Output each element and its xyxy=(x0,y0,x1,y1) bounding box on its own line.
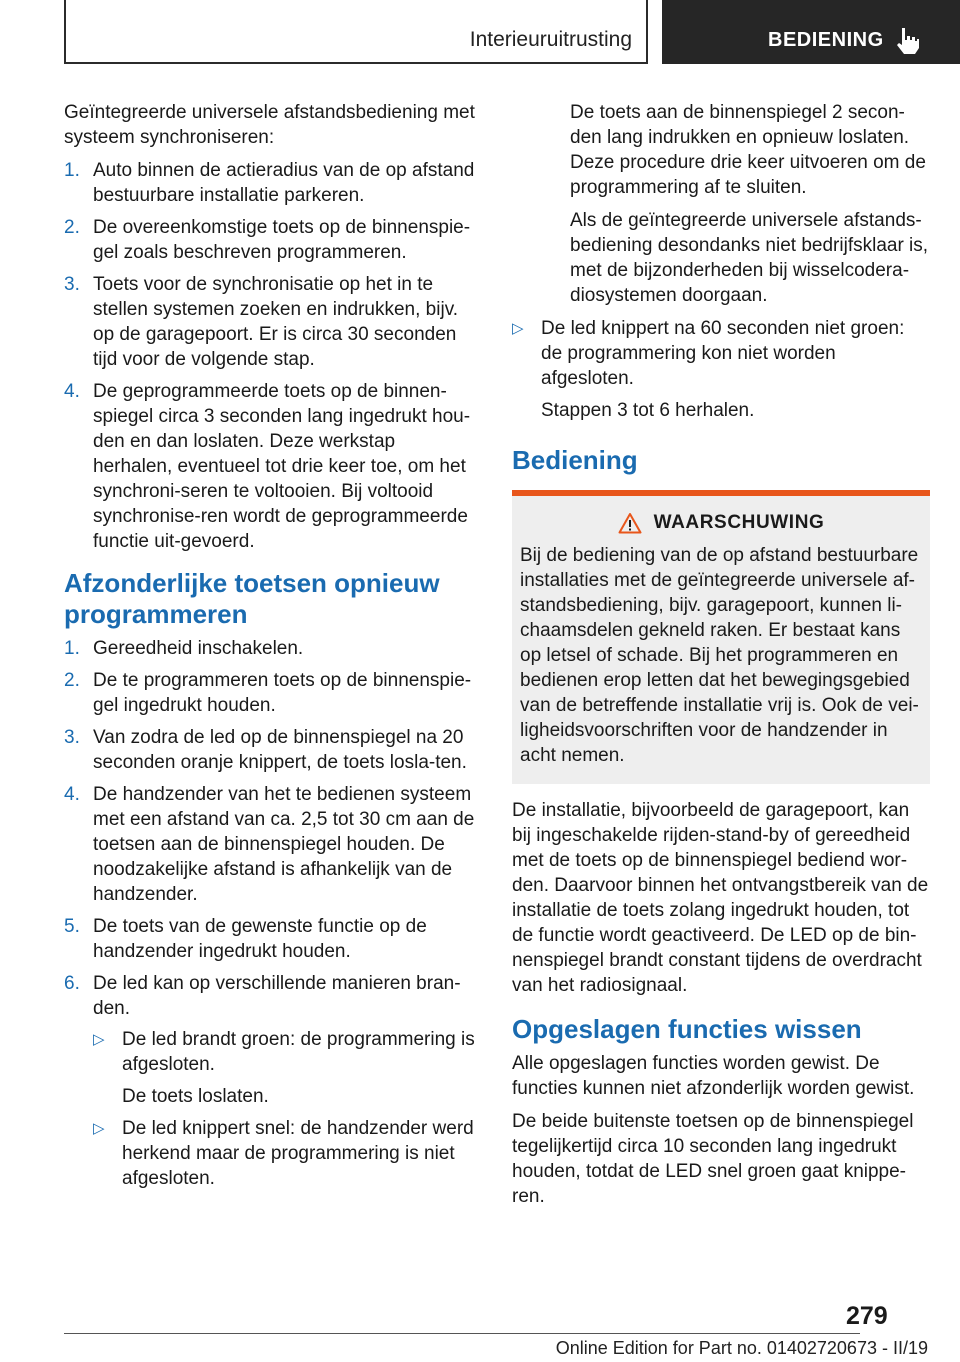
list-item xyxy=(93,1116,478,1191)
step-text: Gereedheid inschakelen. xyxy=(93,638,304,659)
bullet-text: De led knippert snel: de handzender werd herkend maar de programmering is niet afgesloten. xyxy=(122,1118,474,1189)
pointing-hand-icon xyxy=(894,26,920,56)
list-item xyxy=(64,272,478,372)
step-text: De toets van de gewenste functie op de handzender ingedrukt houden. xyxy=(93,916,427,962)
section-heading: Afzonderlijke toetsen opnieuw programmeren xyxy=(64,568,440,629)
reprogram-steps-list xyxy=(64,636,478,1198)
section-heading: Bediening xyxy=(512,445,638,475)
step-number: 2. xyxy=(64,217,80,238)
bullet-follow-text: Stappen 3 tot 6 herhalen. xyxy=(541,400,755,421)
footer-divider xyxy=(64,1333,860,1334)
list-item xyxy=(64,158,478,208)
warning-box xyxy=(512,496,930,784)
list-item xyxy=(64,215,478,265)
page-number: 279 xyxy=(846,1302,888,1330)
sync-steps-list xyxy=(64,158,478,554)
step-text: De overeenkomstige toets op de binnenspie-gel zoals beschreven programmeren. xyxy=(93,217,471,263)
led-states-list xyxy=(93,1027,478,1191)
continuation-text: Als de geïntegreerde universele afstands-bediening desondanks niet bedrijfsklaar is, met de bijzonderheden bij wisselcodera-diosystemen doorgaan. xyxy=(570,210,929,306)
list-item xyxy=(64,379,478,554)
header-chapter-tab xyxy=(662,0,960,64)
list-item xyxy=(512,316,930,423)
step-number: 4. xyxy=(64,381,80,402)
list-item xyxy=(64,914,478,964)
warning-triangle-icon xyxy=(618,512,642,534)
triangle-bullet-icon: ▷ xyxy=(93,1031,105,1048)
step-number: 1. xyxy=(64,160,80,181)
step-text: Van zodra de led op de binnenspiegel na 20 seconden oranje knippert, de toets losla-ten. xyxy=(93,727,467,773)
step-text: De geprogrammeerde toets op de binnen-spiegel circa 3 seconden lang ingedrukt hou-den en dan loslaten. Deze werkstap herhalen, eventueel tot drie keer toe, om het synchroni-seren te voltooien. Bij voltooid synchronise-ren wordt de geprogrammeerde functie uit-gevoerd. xyxy=(93,381,471,552)
header-chapter-title: BEDIENING xyxy=(768,29,884,51)
body-paragraph: De beide buitenste toetsen op de binnenspiegel tegelijkertijd circa 10 seconden lang ingedrukt houden, totdat de LED snel groen gaat knippe-ren. xyxy=(512,1111,914,1207)
step-number: 3. xyxy=(64,274,80,295)
step-number: 3. xyxy=(64,727,80,748)
step-text: Auto binnen de actieradius van de op afstand bestuurbare installatie parkeren. xyxy=(93,160,475,206)
bullet-text: De led brandt groen: de programmering is afgesloten. xyxy=(122,1029,475,1075)
warning-title: WAARSCHUWING xyxy=(653,512,825,533)
step-number: 4. xyxy=(64,784,80,805)
led-state-list xyxy=(512,316,930,423)
step-number: 5. xyxy=(64,916,80,937)
left-column xyxy=(64,100,478,1206)
bullet-text: De led knippert na 60 seconden niet groen: de programmering kon niet worden afgesloten. xyxy=(541,318,905,389)
body-paragraph: De installatie, bijvoorbeeld de garagepoort, kan bij ingeschakelde rijden-stand-by of gereedheid met de toets op de binnenspiegel bediend wor-den. Daarvoor binnen het ontvangstbereik van de installatie de toets zolang ingedrukt houden, tot de functie wordt geactiveerd. De LED op de bin-nenspiegel brandt constant tijdens de overdracht van het radiosignaal. xyxy=(512,800,929,996)
list-item xyxy=(64,782,478,907)
step-text: De led kan op verschillende manieren bran-den. xyxy=(93,973,461,1019)
step-number: 6. xyxy=(64,973,80,994)
step-text: Toets voor de synchronisatie op het in te stellen systemen zoeken en indrukken, bijv. op de garagepoort. Er is circa 30 seconden tijd voor de volgende stap. xyxy=(93,274,459,370)
header-section-tab xyxy=(64,0,648,64)
list-item xyxy=(64,668,478,718)
intro-text: Geïntegreerde universele afstandsbediening met systeem synchroniseren: xyxy=(64,102,475,148)
warning-text: Bij de bediening van de op afstand bestuurbare installaties met de geïntegreerde universele af-standsbediening, bijv. garagepoort, kunnen li-chaamsdelen gekneld raken. Er bestaat kans op letsel of schade. Bij het programmeren en bedienen erop letten dat het bewegingsgebied van de betreffende installatie vrij is. Ook de vei-ligheidsvoorschriften voor de handzender in acht nemen. xyxy=(520,545,919,766)
right-column xyxy=(512,100,930,1217)
triangle-bullet-icon: ▷ xyxy=(512,320,524,337)
header-section-title: Interieuruitrusting xyxy=(469,28,632,51)
body-paragraph: Alle opgeslagen functies worden gewist. De functies kunnen niet afzonderlijk worden gewist. xyxy=(512,1053,915,1099)
step-text: De te programmeren toets op de binnenspie-gel ingedrukt houden. xyxy=(93,670,472,716)
triangle-bullet-icon: ▷ xyxy=(93,1120,105,1137)
list-item xyxy=(64,636,478,661)
step-text: De handzender van het te bedienen systeem met een afstand van ca. 2,5 tot 30 cm aan de toetsen aan de binnenspiegel houden. De noodzakelijke afstand is afhankelijk van de handzender. xyxy=(93,784,475,905)
bullet-follow-text: De toets loslaten. xyxy=(122,1086,269,1107)
list-item xyxy=(93,1027,478,1109)
warning-header xyxy=(520,510,922,535)
footer-edition: Online Edition for Part no. 01402720673 - II/19 xyxy=(555,1338,928,1358)
continuation-text: De toets aan de binnenspiegel 2 secon-den lang indrukken en opnieuw loslaten. Deze procedure drie keer uitvoeren om de programmering af te sluiten. xyxy=(570,102,926,198)
list-item xyxy=(64,725,478,775)
list-item xyxy=(64,971,478,1198)
step-number: 2. xyxy=(64,670,80,691)
step-number: 1. xyxy=(64,638,80,659)
section-heading: Opgeslagen functies wissen xyxy=(512,1014,862,1044)
